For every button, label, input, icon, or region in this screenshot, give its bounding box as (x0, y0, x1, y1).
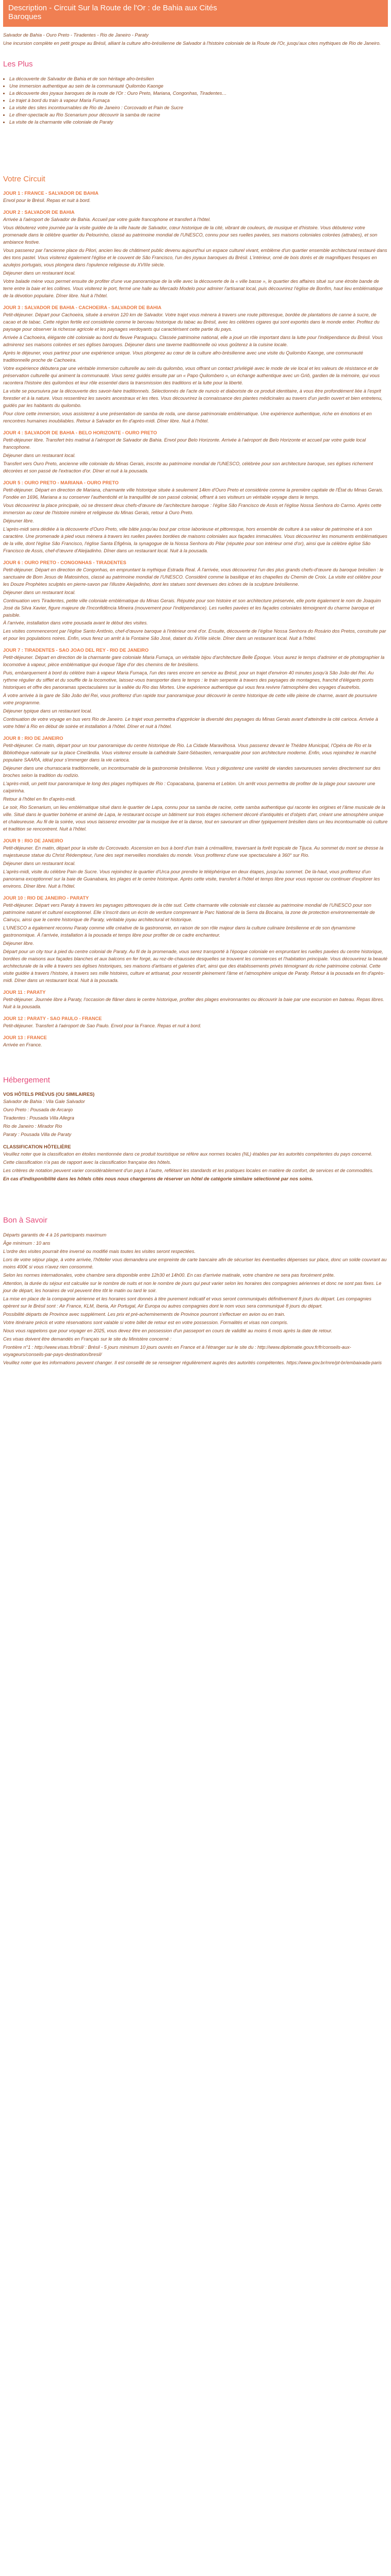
classification-note: En cas d'indisponibilité dans les hôtels cités nous nous chargerons de réserver un hôtel de catégorie similaire sélectionné par nos soins. (3, 1176, 314, 1182)
day-paragraph: L'après-midi, visite du célèbre Pain de Sucre. Vous rejoindrez le quartier d'Urca pour prendre le téléphérique en deux étapes, jusqu'au sommet. De là-haut, vous profiterez d'un panorama exceptionnel sur la baie de Guanabara, les plages et le centre historique. Après cette visite, transfert à l'hôtel et temps libre pour vous reposer ou continuer d'explorer les environs. Dîner libre. Nuit à l'hôtel. (3, 869, 380, 889)
hebergement-title: Hébergement (3, 1075, 50, 1084)
page-title: Description - Circuit Sur la Route de l'Or : de Bahia aux Cités Baroques (8, 4, 217, 21)
day-paragraph: Arrivée à Cachoeira, élégante cité coloniale au bord du fleuve Paraguaçu. Classée patrimoine national, elle a joué un rôle important dans la lutte pour l'indépendance du Brésil. Vous admirerez ses maisons colorées et ses églises baroques. Déjeuner dans une taverne traditionnelle où vous goûterez à la cuisine locale. (3, 335, 383, 348)
day-paragraph: À l'arrivée, installation dans votre pousada avant le début des visites. (3, 620, 148, 626)
bon-item: Lors de votre séjour plage, à votre arrivée, l'hôtelier vous demandera une empreinte de carte bancaire afin de sécuriser les éventuelles dépenses sur place, donc un solde couvrant au moins 400€ si vous n'avez rien consommé. (3, 1257, 387, 1270)
day-section (3, 1015, 388, 1030)
day-paragraph: Départ pour un city tour à pied du centre colonial de Paraty. Au fil de la promenade, vous serez transporté à l'époque coloniale en empruntant les ruelles pavées du centre historique, bordées de maisons aux façades blanches et aux balcons en fer forgé, au rez-de-chaussée desquelles se trouvent les commerces et l'habitation principale. Vous découvrirez la beauté architecturale de la ville à travers ses églises historiques, ses maisons d'artisans et galeries d'art, ainsi que des établissements privés témoignant du riche patrimoine colonial. Cette visite guidée à travers l'histoire, à travers ses mille histoires, culture et artisanat, pour ressentir pleinement l'âme et l'atmosphère unique de Paraty. Retour à la pousada en fin d'après-midi. Dîner dans un restaurant local. Nuit à la pousada. (3, 948, 388, 983)
day-paragraph: Petit-déjeuner. Départ en direction de la charmante gare coloniale Maria Fumaça, un véritable bijou d'architecture Belle Époque. Vous aurez le temps d'admirer et de photographier la locomotive à vapeur, pièce emblématique qui évoque l'âge d'or des chemins de fer brésiliens. (3, 655, 385, 668)
day-paragraph: Continuation de votre voyage en bus vers Rio de Janeiro. Le trajet vous permettra d'apprécier la diversité des paysages du Minas Gerais avant d'atteindre la cité carioca. Arrivée à votre hôtel à Rio en début de soirée et installation à l'hôtel. Dîner et nuit à l'hôtel. (3, 717, 378, 730)
day-heading: JOUR 12 : PARATY - SAO PAULO - FRANCE (3, 1015, 102, 1021)
day-paragraph: Après le déjeuner, vous partirez pour une expérience unique. Vous plongerez au cœur de la culture afro-brésilienne avec une visite du Quilombo Kaonge, une communauté traditionnelle proche de Cachoeira. (3, 350, 363, 363)
day-paragraph: Déjeuner dans un restaurant local. (3, 452, 76, 458)
day-heading: JOUR 2 : SALVADOR DE BAHIA (3, 210, 75, 215)
day-paragraph: Puis, embarquement à bord du célèbre train à vapeur Maria Fumaça, l'un des rares encore en service au Brésil, pour un trajet d'environ 40 minutes jusqu'à São João del Rei. Au rythme régulier du sifflet et du souffle de la locomotive, laissez-vous transporter dans le temps : le train serpente à travers des paysages de montagnes, franchit d'élégants ponts historiques et offre des panoramas spectaculaires sur la vallée du Rio das Mortes. Une expérience authentique qui vous fera revivre l'atmosphère des voyages d'autrefois. (3, 670, 374, 690)
day-paragraph: Arrivée à l'aéroport de Salvador de Bahia. Accueil par votre guide francophone et transfert à l'hôtel. (3, 217, 211, 223)
plus-title: Les Plus (3, 59, 33, 69)
classification-text: Cette classification n'a pas de rapport avec la classification française des hôtels. (3, 1160, 172, 1165)
day-paragraph: Petit-déjeuner. Départ en direction de Congonhas, en empruntant la mythique Estrada Real. À l'arrivée, vous découvrirez l'un des plus grands chefs-d'œuvre du baroque brésilien : le sanctuaire de Bom Jesus de Matosinhos, classé au patrimoine mondial de l'UNESCO. Considéré comme la basilique et les chapelles du Chemin de Croix. La visite est célèbre pour les Douze Prophètes sculptés en pierre-savon par l'illustre Aleijadinho, dont les statues sont devenues des icônes de la sculpture brésilienne. (3, 567, 384, 587)
route-summary: Salvador de Bahia - Ouro Preto - Tiradentes - Rio de Janeiro - Paraty (3, 32, 149, 38)
day-paragraph: Déjeuner dans un restaurant local. (3, 861, 76, 867)
intro-text: Une incursion complète en petit groupe au Brésil, alliant la culture afro-brésilienne de Salvador à l'histoire coloniale de la Route de l'Or, jusqu'aux cites mythiques de Rio de Janeiro. (3, 40, 381, 46)
day-paragraph: Déjeuner libre. (3, 940, 34, 946)
day-heading: JOUR 3 : SALVADOR DE BAHIA - CACHOEIRA - SALVADOR DE BAHIA (3, 305, 161, 311)
plus-item: • La visite de la charmante ville coloniale de Paraty (9, 119, 388, 126)
plus-item: • Le dîner-spectacle au Rio Scenarium pour découvrir la samba de racine (9, 112, 388, 119)
day-paragraph: L'après-midi sera dédiée à la découverte d'Ouro Preto, ville bâtie jusqu'au bout par crisse laborieuse et pittoresque, hors ensemble de culture à sa valeur de patrimoine et à son caractère. Une promenade à pied vous mènera à travers les ruelles pavées bordées de maisons coloniales aux façades immaculées. Vous découvrirez les monuments emblématiques de la ville, dont l'église São Francisco, l'église Santa Efigênia, la synagogue de la Nossa Senhora do Pilar (réputée pour son intérieur orné d'or), ainsi que la célèbre église São Francisco de Assis, chef-d'œuvre d'Aleijadinho. Dîner dans un restaurant local. Nuit à la pousada. (3, 526, 387, 553)
bon-list (3, 1232, 388, 1367)
day-paragraph: Votre balade mène vous permet ensuite de profiter d'une vue panoramique de la ville avec la découverte de la « ville basse », le quartier des affaires situé sur une étroite bande de terre entre la baie et les collines. Vous visiterez le port, fermé une halle au Mercado Modelo pour admirer l'artisanat local, puis découvrirez l'église de Bonfim, haut lieu emblématique de la dévotion populaire. Dîner libre. Nuit à l'hôtel. (3, 279, 383, 299)
plus-item: • La visite des sites incontournables de Rio de Janeiro : Corcovado et Pain de Sucre (9, 105, 388, 112)
day-paragraph: Vous débuterez votre journée par la visite guidée de la ville haute de Salvador, cœur historique de la cité, vibrant de couleurs, de musique et d'histoire. Vous débuterez votre promenade dans le célèbre quartier du Pelourinho, classé au patrimoine mondial de l'UNESCO, connu pour ses ruelles pavées, ses maisons coloniales colorées (attrabes), et son ambiance festive. (3, 225, 378, 245)
day-section (3, 560, 388, 643)
day-heading: JOUR 1 : FRANCE - SALVADOR DE BAHIA (3, 191, 99, 196)
hotel-item: Rio de Janeiro : Mirador Rio (3, 1124, 62, 1129)
day-paragraph: Retour à l'hôtel en fin d'après-midi. (3, 796, 76, 802)
plus-item: • Une immersion authentique au sein de la communauté Quilombo Kaonge (9, 83, 388, 90)
bon-item: Âge minimum : 10 ans (3, 1241, 51, 1246)
bon-item: Frontière n°1 : http://www.visas.fr/brsil/ : Brésil - 5 jours minimum 10 jours ouvrés en France et à l'étranger sur le site du : http://www.diplomatie.gouv.fr/fr/conseils-aux-voyageurs/conseils-par-pays-destination/bresil/ (3, 1344, 351, 1357)
circuit-days (3, 190, 388, 1048)
circuit-title: Votre Circuit (3, 174, 45, 183)
day-paragraph: Déjeuner dans un restaurant local. (3, 270, 76, 276)
bon-item: Ces visas doivent être demandés en Français sur le site du Ministère concerné : (3, 1336, 172, 1342)
day-section (3, 735, 388, 833)
day-paragraph: Déjeuner typique dans un restaurant local. (3, 708, 92, 714)
day-paragraph: Petit-déjeuner. Ce matin, départ pour un tour panoramique du centre historique de Rio. La Cidade Maravilhosa. Vous passerez devant le Théâtre Municipal, l'Opéra de Rio et la Bibliothèque nationale sur la place Cinelândia. Vous visiterez ensuite la cathédrale Saint-Sébastien, remarquable pour son architecture moderne. Enfin, vous rejoindrez le marché populaire SAARA, idéal pour s'immerger dans la vie carioca. (3, 743, 377, 763)
day-section (3, 989, 388, 1011)
hotel-item: Ouro Preto : Pousada de Arcanjo (3, 1107, 73, 1113)
day-paragraph: Petit-déjeuner. En matin, départ pour la visite du Corcovado. Ascension en bus à bord d'un train à crémaillère, traversant la forêt tropicale de Tijuca. Au sommet du mont se dresse la majestueuse statue du Christ Rédempteur, l'une des sept merveilles mondiales du monde. Vous profiterez d'une vue spectaculaire à 360° sur Rio. (3, 845, 384, 858)
bon-item: Votre itinéraire précis et votre réservations sont valable si votre billet de retour est en votre possession. Formalités et visas non compris. (3, 1319, 288, 1325)
day-section (3, 190, 388, 205)
classification-text: Veuillez noter que la classification en étoiles mentionnée dans ce produit touristique se réfère aux normes locales (NL) établies par les autorités compétentes du pays concerné. (3, 1151, 373, 1157)
day-paragraph: Déjeuner libre. (3, 518, 34, 523)
bon-title: Bon à Savoir (3, 1216, 47, 1225)
plus-list (3, 76, 388, 126)
day-paragraph: Petit-déjeuner. Départ en direction de Mariana, charmante ville historique située à seulement 14km d'Ouro Preto et considérée comme la première capitale de l'État du Minas Gerais. Fondée en 1696, Mariana a su conserver l'authenticité et la tranquillité de son passé colonial, offrant à ses visiteurs un véritable voyage dans le temps. (3, 487, 384, 500)
day-heading: JOUR 5 : OURO PRETO - MARIANA - OURO PRETO (3, 480, 119, 485)
day-heading: JOUR 7 : TIRADENTES - SAO JOAO DEL REY - RIO DE JANEIRO (3, 648, 149, 653)
day-heading: JOUR 6 : OURO PRETO - CONGONHAS - TIRADENTES (3, 560, 126, 565)
classification-text: Les critères de notation peuvent varier considérablement d'un pays à l'autre, reflétant les standards et les pratiques locales en matière de confort, de services et de commodités. (3, 1168, 373, 1174)
hotel-item: Salvador de Bahia : Vila Gale Salvador (3, 1099, 85, 1105)
day-section (3, 647, 388, 731)
hotel-item: Tiradentes : Pousada Villa Allegra (3, 1115, 74, 1121)
bon-item: Attention, la durée du séjour est calculée sur le nombre de nuits et non le nombre de jours qui peut varier selon les horaires des compagnies aériennes et donc ne sont pas fixes. Le jour de départ, les horaires de vol peuvent être tôt le matin ou tard le soir. (3, 1280, 382, 1293)
day-paragraph: Déjeuner dans un restaurant local. (3, 589, 76, 595)
day-paragraph: La visite se poursuivra par la découverte des savoir-faire traditionnels. Sélectionnés de l'acte de nuncio et diaboriste de ce produit identitaire, à vous être profondément liée à l'esprit forestier et à la nature. Vous ressentirez les savoirs ancestraux et les rites. Vous découvrirez la connaissance des plantes médicinales au travers d'un jardin ouvert et bien entretenu, guidés par les habitants du quilombo. (3, 388, 383, 408)
day-paragraph: L'après-midi, un petit tour panoramique le long des plages mythiques de Rio : Copacabana, Ipanema et Leblon. Un arrêt vous permettra de profiter de la plage pour savourer une caïpirinha. (3, 781, 376, 794)
day-paragraph: Le soir, Rio Scenarium, un lieu emblématique situé dans le quartier de Lapa, connu pour sa samba de racine, cette samba authentique qui raconte les origines et l'âme musicale de la ville. Situé dans le quartier bohème et animé de Lapa, le restaurant occupe un bâtiment sur trois étages richement décoré d'antiquités et d'objets d'art, créant une atmosphère unique et chaleureuse. Au fil de la soirée, vous vous laisserez envoûter par la musique live et la danse, tout en savourant un dîner typiquement brésilien dans un lieu incontournable où culture et tradition se rencontrent. Nuit à l'hôtel. (3, 805, 388, 832)
day-paragraph: Continuation vers Tiradentes, petite ville coloniale emblématique du Minas Gerais. Réputée pour son histoire et son architecture préservée, elle porte également le nom de Joaquim José da Silva Xavier, figure majeure de l'Inconfidência Mineira (mouvement pour l'indépendance). Les ruelles pavées et les façades coloniales témoignent du charme baroque et paisible. (3, 598, 381, 618)
bon-item: Veuillez noter que les informations peuvent changer. Il est conseillé de se renseigner régulièrement auprès des autorités compétentes. https://www.gov.br/mre/pt-br/embaixada-paris (3, 1360, 382, 1365)
day-paragraph: À votre arrivée à la gare de São João del Rei, vous profiterez d'un rapide tour panoramique pour découvrir le centre historique de cette ville pleine de charme, avant de poursuivre votre programme. (3, 693, 377, 706)
day-section (3, 430, 388, 475)
hotels-list (3, 1098, 388, 1139)
day-paragraph: Vous passerez par l'ancienne place du Pilori, ancien lieu de châtiment public devenu aujourd'hui un espace culturel vivant, emblème d'un quartier ensemble architectural restauré dans des tons pastel. Vous visiterez également l'église et le couvent de São Francisco, l'un des joyaux baroques du Brésil. L'intérieur, orné de bois dorés et de magnifiques fresques en azulejos portugais, vous plongera dans l'opulence religieuse du XVIIIe siècle. (3, 248, 387, 268)
day-paragraph: Envol pour le Brésil. Repas et nuit à bord. (3, 198, 91, 204)
day-paragraph: Petit-déjeuner. Départ vers Paraty à travers les paysages pittoresques de la côte sud. Cette charmante ville coloniale est classée au patrimoine mondial de l'UNESCO pour son patrimoine naturel et culturel exceptionnel. Elle s'inscrit dans un écrin de verdure comprenant le Parc National de la Serra da Bocaina, la zone de protection environnementale de Cairuçu, ainsi que le centre historique de Paraty, véritable joyau architectural et historique. (3, 902, 375, 922)
bon-item: Selon les normes internationales, votre chambre sera disponible entre 12h30 et 14h00. En cas d'arrivée matinale, votre chambre ne sera pas forcément prête. (3, 1273, 335, 1278)
day-paragraph: Vous découvrirez la place principale, où se dressent deux chefs-d'œuvre de l'architecture baroque : l'église São Francisco de Assis et l'église Nossa Senhora do Carmo. Après cette immersion au cœur de l'histoire minière et religieuse du Minas Gerais, retour à Ouro Preto. (3, 502, 382, 515)
day-heading: JOUR 9 : RIO DE JANEIRO (3, 838, 63, 844)
day-section (3, 838, 388, 890)
day-heading: JOUR 8 : RIO DE JANEIRO (3, 736, 63, 741)
plus-item: • La découverte des joyaux baroques de la route de l'Or : Ouro Preto, Mariana, Congonhas, Tiradentes… (9, 90, 388, 97)
hotel-item: Paraty : Pousada Villa de Paraty (3, 1132, 72, 1138)
day-paragraph: Petit-déjeuner. Départ pour Cachoeira, située à environ 120 km de Salvador. Votre trajet vous mènera à travers une route pittoresque, bordée de plantations de canne à sucre, de cacao et de tabac. Cette région fertile est considérée comme le berceau historique du tabac au Brésil, avec les célèbres cigares qui sont exportés dans le monde entier. Profitez du paysage pour observer la richesse agricole et les paysages verdoyants qui caractérisent cette partie du pays. (3, 312, 380, 332)
day-heading: JOUR 10 : RIO DE JANEIRO - PARATY (3, 895, 89, 901)
day-heading: JOUR 11 : PARATY (3, 989, 46, 995)
classification-heading: CLASSIFICATION HÔTELIÈRE (3, 1144, 71, 1150)
day-section (3, 1035, 388, 1049)
day-paragraph: Arrivée en France. (3, 1042, 42, 1047)
bon-item: Nous vous rappelons que pour voyager en 2025, vous devez être en possession d'un passeport en cours de validité au moins 6 mois après la date de retour. (3, 1328, 333, 1333)
plus-item: • Le trajet à bord du train à vapeur Maria Fumaça (9, 97, 388, 105)
day-paragraph: Petit-déjeuner. Journée libre à Paraty, l'occasion de flâner dans le centre historique, profiter des plages environnantes ou découvrir la baie par une excursion en bateau. Repas libres. Nuit à la pousada. (3, 996, 384, 1009)
hotels-heading: VOS HÔTELS PRÉVUS (OU SIMILAIRES) (3, 1092, 95, 1097)
day-paragraph: Petit-déjeuner libre. Transfert très matinal à l'aéroport de Salvador de Bahia. Envol pour Belo Horizonte. Arrivée à l'aéroport de Belo Horizonte et accueil par votre guide local francophone. (3, 437, 366, 450)
day-section (3, 209, 388, 300)
bon-item: L'ordre des visites pourrait être inversé ou modifié mais toutes les visites seront respectées. (3, 1249, 196, 1255)
plus-item: • La découverte de Salvador de Bahia et de son héritage afro-brésilien (9, 76, 388, 83)
day-paragraph: Les visites commenceront par l'église Santo Antônio, chef-d'œuvre baroque à l'intérieur orné d'or. Ensuite, découverte de l'église Nossa Senhora do Rosário dos Pretos, construite par et pour les populations noires. Enfin, vous ferez un arrêt à la Fontaine São José, datant du XVIIIe siècle. Dîner dans un restaurant local. Nuit à l'hôtel. (3, 629, 386, 641)
day-section (3, 304, 388, 425)
day-paragraph: Petit-déjeuner. Transfert à l'aéroport de Sao Paulo. Envol pour la France. Repas et nuit à bord. (3, 1023, 202, 1028)
bon-item: La mise en place de la compagnie aérienne et les horaires sont donnés à titre purement indicatif et vous seront communiqués définitivement 8 jours du départ. Les compagnies opèrent sur le Brésil sont : Air France, KLM, Iberia, Air Portugal, Air Europa ou autres compagnies dont le nom vous sera communiqué 8 jours du départ. (3, 1296, 371, 1309)
day-paragraph: Votre expérience débutera par une véritable immersion culturelle au sein du quilombo, vous offrant un contact privilégié avec le mode de vie local et les valeurs de résistance et de préservation culturelle qui animent la communauté. Vous serez guidés ensuite par un « Papo Quilombero », un échange authentique avec un Griô, gardien de la mémoire, qui vous racontera l'histoire des quilombos et leur rôle essentiel dans la transmission des traditions et la lutte pour la liberté. (3, 365, 380, 385)
day-section (3, 895, 388, 985)
day-section (3, 480, 388, 555)
bon-item: Possibilité départs de Province avec supplément. Les prix et pré-acheminements de Province pourront s'effectuer en avion ou en train. (3, 1311, 286, 1317)
day-heading: JOUR 13 : FRANCE (3, 1035, 47, 1040)
page-header (3, 0, 388, 27)
day-paragraph: Déjeuner dans une churrascaria traditionnelle, un incontournable de la gastronomie brésilienne. Vous y dégusterez une variété de viandes savoureuses servies directement sur des broches selon la tradition du rodízio. (3, 766, 381, 778)
bon-item: Départs garantis de 4 à 16 participants maximum (3, 1232, 107, 1238)
day-paragraph: L'UNESCO a également reconnu Paraty comme ville créative de la gastronomie, en raison de son rôle majeur dans la culture culinaire brésilienne et de son dynamisme gastronomique. À l'arrivée, installation à la pousada et temps libre pour profiter de ce cadre enchanteur. (3, 925, 355, 938)
day-paragraph: Pour clore cette immersion, vous assisterez à une présentation de samba de roda, une danse patrimoniale emblématique. Une expérience authentique, riche en émotions et en rencontres humaines inoubliables. Retour à Salvador en fin d'après-midi. Dîner libre. Nuit à l'hôtel. (3, 411, 372, 423)
day-heading: JOUR 4 : SALVADOR DE BAHIA - BELO HORIZONTE - OURO PRETO (3, 430, 157, 435)
day-paragraph: Transfert vers Ouro Preto, ancienne ville coloniale du Minas Gerais, inscrite au patrimoine mondial de l'UNESCO, célébrée pour son architecture baroque, ses églises richement décorées et son passé de l'extraction d'or. Dîner et nuit à la pousada. (3, 461, 373, 473)
